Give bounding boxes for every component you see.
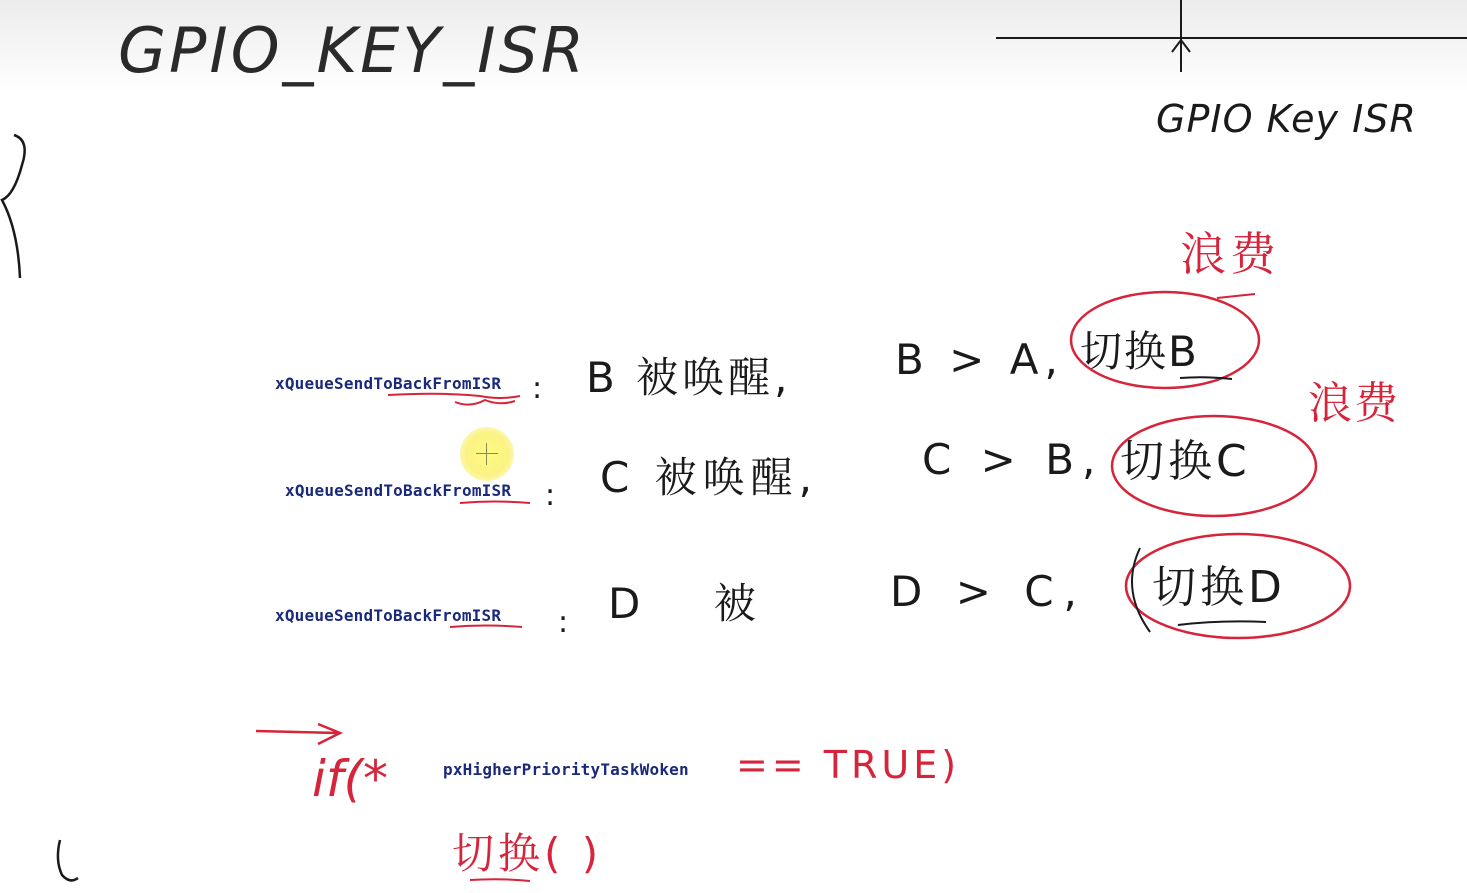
- row1-waste-note: 浪费: [1180, 227, 1280, 281]
- condition-variable: pxHigherPriorityTaskWoken: [443, 760, 689, 779]
- row1-colon: :: [532, 371, 543, 406]
- axis-drawing: [996, 0, 1467, 72]
- row1-function-name: xQueueSendToBackFromISR: [275, 374, 502, 393]
- condition-arrow: [256, 724, 340, 744]
- board-title: GPIO_KEY_ISR: [118, 14, 587, 87]
- final-action: 切换( ): [452, 829, 603, 878]
- row3-switch-text: 切换D: [1152, 562, 1286, 613]
- row1-switch-underline: [1180, 377, 1232, 379]
- row1-waste-underline: [1217, 294, 1255, 298]
- condition-prefix: if(*: [312, 750, 389, 808]
- corner-label: GPIO Key ISR: [1156, 97, 1417, 141]
- final-action-underline: [470, 879, 530, 881]
- row2-wake-text: C 被唤醒,: [600, 453, 819, 502]
- row1-switch-text: 切换B: [1080, 327, 1199, 376]
- row2-waste-note: 浪费: [1308, 378, 1400, 429]
- left-brace-bottom: [58, 840, 78, 880]
- row2-compare: C > B,: [922, 435, 1104, 484]
- row3-compare: D > C,: [890, 567, 1087, 616]
- row2-function-name: xQueueSendToBackFromISR: [285, 481, 512, 500]
- row3-switch-underline: [1178, 621, 1266, 625]
- row3-function-name: xQueueSendToBackFromISR: [275, 606, 502, 625]
- row1-wake-text: B 被唤醒,: [586, 353, 792, 402]
- crosshair-cursor-icon[interactable]: [476, 443, 498, 465]
- row3-wake-text: D 被: [608, 579, 786, 628]
- left-brace-top: [2, 135, 25, 278]
- condition-suffix: == TRUE): [736, 743, 961, 787]
- row1-compare: B > A,: [895, 335, 1064, 384]
- row2-colon: :: [545, 478, 556, 513]
- row2-switch-text: 切换C: [1120, 436, 1251, 487]
- row3-colon: :: [558, 605, 569, 640]
- function-underlines: [388, 394, 530, 627]
